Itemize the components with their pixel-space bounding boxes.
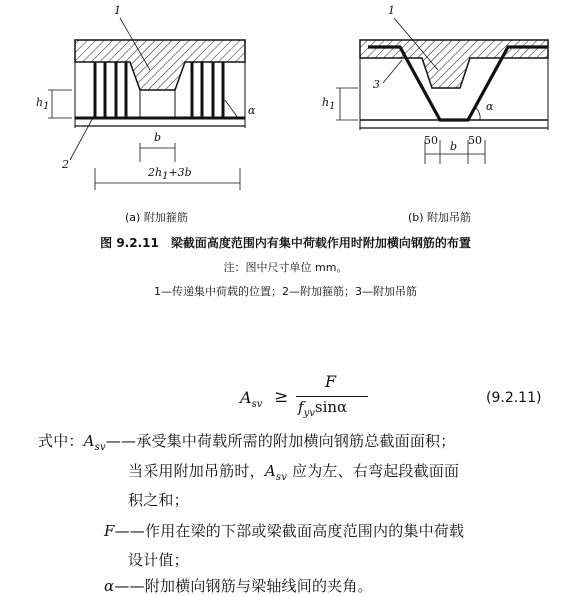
def-asv-line1: 式中：$A_{sv}——$承受集中荷载所需的附加横向钢筋总截面面积；: [38, 432, 456, 453]
caption-b: (b) 附加吊筋: [408, 211, 472, 224]
leader-3-b: [383, 60, 402, 83]
caption-a: (a) 附加箍筋: [125, 211, 188, 224]
label-alpha-a: α: [248, 104, 256, 117]
figure-note: 注：图中尺寸单位 mm。: [223, 261, 348, 274]
formula-lhs: $A_{sv}$: [240, 388, 263, 411]
label-dim-total-a: $2h_1+3b$: [148, 166, 192, 183]
label-2-a: 2: [62, 158, 69, 171]
dimension-b-a: [140, 143, 175, 162]
label-dim-right-b: 50: [468, 134, 482, 147]
def-f-line1: F——作用在梁的下部或梁截面高度范围内的集中荷载: [104, 522, 465, 540]
label-h1-b: $h_1$: [322, 96, 336, 113]
formula-block: [240, 372, 440, 422]
def-alpha-line1: α——附加横向钢筋与梁轴线间的夹角。: [104, 577, 373, 595]
def-f-line2: 设计值；: [128, 551, 189, 569]
figure-title: 图 9.2.11 梁截面高度范围内有集中荷载作用时附加横向钢筋的布置: [100, 236, 471, 250]
figure-legend: 1—传递集中荷载的位置；2—附加箍筋；3—附加吊筋: [154, 285, 417, 298]
h1-dimension-b: [336, 88, 358, 120]
def-asv-line2: 当采用附加吊筋时，$A_{sv}$ 应为左、右弯起段截面面: [128, 462, 460, 483]
fraction-bar: [296, 396, 368, 397]
label-dim-left-b: 50: [424, 134, 438, 147]
formula-number: (9.2.11): [486, 390, 542, 406]
label-alpha-b: α: [486, 100, 494, 113]
formula-op: ≥: [274, 387, 289, 407]
label-dim-b-a: b: [154, 131, 162, 144]
label-3-b: 3: [373, 78, 380, 91]
def-asv-line3: 积之和；: [128, 491, 189, 509]
label-dim-b-b: b: [450, 140, 458, 153]
h1-dimension-a: [48, 90, 72, 118]
formula-numerator: F: [325, 372, 337, 391]
label-1-a: 1: [114, 4, 121, 17]
slab-with-load-region-a: [75, 40, 245, 90]
label-1-b: 1: [388, 4, 395, 17]
label-h1-a: $h_1$: [36, 96, 50, 113]
formula-denominator: $f_{yv}\sin\alpha$: [298, 398, 348, 419]
